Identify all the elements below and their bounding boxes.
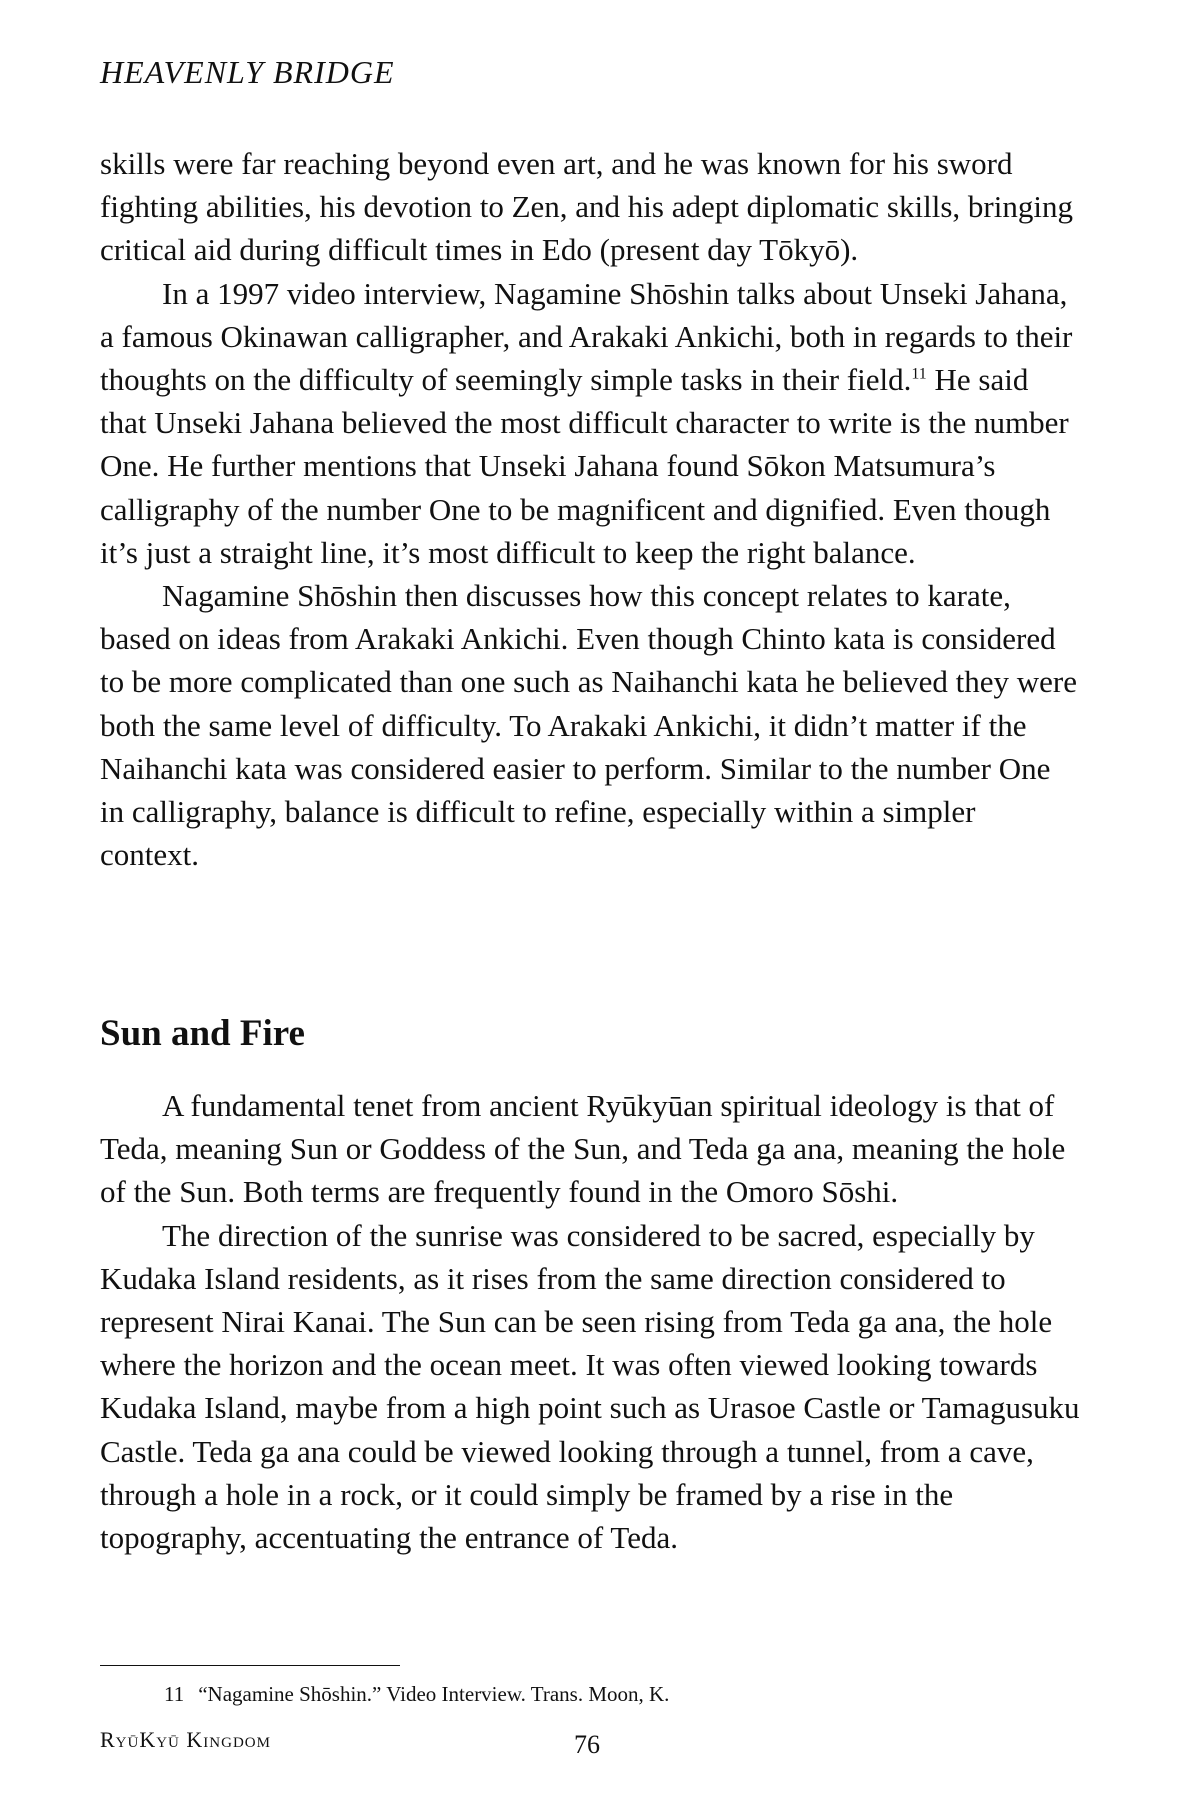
paragraph: Nagamine Shōshin then discusses how this concept relates to karate, based on ideas from Arakaki Ankichi. Even though Chinto kata is considered to be more complicated than one such as Naihanchi kata he believed they were both the same level of difficulty. To Arakaki Ankichi, it didn’t matter if the Naihanchi kata was considered easier to perform. Similar to the number One in calligraphy, balance is difficult to refine, especially within a simpler context. bbox=[100, 578, 1077, 873]
footnote-reference: 11 bbox=[911, 365, 927, 383]
footnote-divider bbox=[100, 1665, 400, 1666]
paragraph-text: In a 1997 video interview, Nagamine Shōshin talks about Unseki Jahana, a famous Okinawan calligrapher, and Arakaki Ankichi, both in regards to their thoughts on the difficulty of seemingly simple tasks in their field. bbox=[100, 275, 1073, 398]
body-text-section-1 bbox=[100, 142, 1080, 876]
paragraph: The direction of the sunrise was considered to be sacred, especially by Kudaka Island residents, as it rises from the same direction considered to represent Nirai Kanai. The Sun can be seen rising from Teda ga ana, the hole where the horizon and the ocean meet. It was often viewed looking towards Kudaka Island, maybe from a high point such as Urasoe Castle or Tamagusuku Castle. Teda ga ana could be viewed looking through a tunnel, from a cave, through a hole in a rock, or it could simply be framed by a rise in the topography, accentuating the entrance of Teda. bbox=[100, 1217, 1080, 1556]
paragraph-text: He said that Unseki Jahana believed the most difficult character to write is the number One. He further mentions that Unseki Jahana found Sōkon Matsumura’s calligraphy of the number One to be magnificent and dignified. Even though it’s just a straight line, it’s most difficult to keep the right balance. bbox=[100, 362, 1069, 570]
paragraph bbox=[100, 272, 1080, 574]
paragraph: A fundamental tenet from ancient Ryūkyūan spiritual ideology is that of Teda, meaning Sun or Goddess of the Sun, and Teda ga ana, meaning the hole of the Sun. Both terms are frequently found in the Omoro Sōshi. bbox=[100, 1088, 1066, 1210]
footer-book-title: RyūKyū Kingdom bbox=[100, 1727, 271, 1752]
page-number: 76 bbox=[574, 1730, 600, 1759]
section-heading: Sun and Fire bbox=[100, 1013, 305, 1054]
footnote-number: 11 bbox=[164, 1682, 185, 1706]
body-text-section-2 bbox=[100, 1084, 1080, 1559]
paragraph: skills were far reaching beyond even art, and he was known for his sword fighting abilities, his devotion to Zen, and his adept diplomatic skills, bringing critical aid during difficult times in Edo (present day Tōkyō). bbox=[100, 146, 1073, 268]
footnote bbox=[164, 1682, 669, 1707]
footnote-text: “Nagamine Shōshin.” Video Interview. Trans. Moon, K. bbox=[198, 1682, 670, 1706]
running-head-title: HEAVENLY BRIDGE bbox=[100, 54, 395, 90]
